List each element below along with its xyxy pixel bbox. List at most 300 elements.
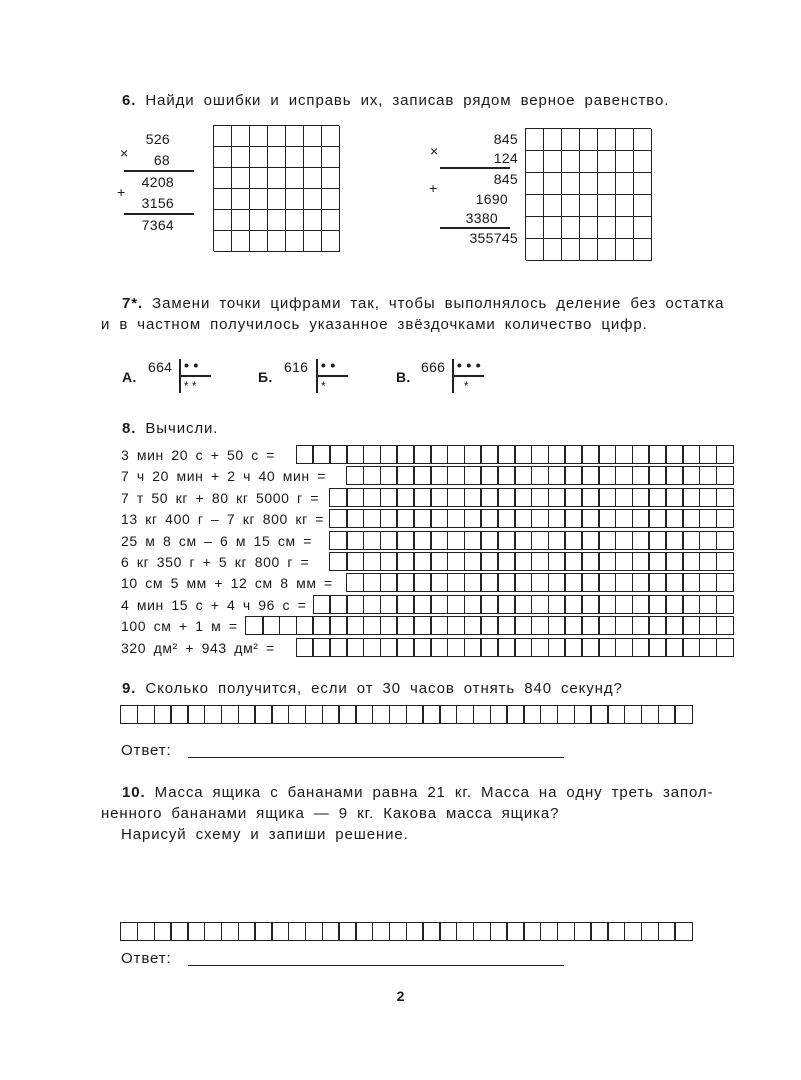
answer-cell[interactable] [665,466,683,485]
grid-cell[interactable] [268,168,286,189]
answer-cell[interactable] [497,445,515,464]
grid-cell[interactable] [304,126,322,147]
answer-cell[interactable] [204,922,222,941]
answer-cell[interactable] [473,922,491,941]
answer-cell[interactable] [699,488,717,507]
answer-cell[interactable] [473,705,491,724]
grid-cell[interactable] [562,195,580,217]
answer-cell[interactable] [531,531,549,550]
answer-cell[interactable] [632,488,650,507]
answer-cell[interactable] [346,638,364,657]
grid-cell[interactable] [304,210,322,231]
answer-cell[interactable] [514,531,532,550]
answer-cell[interactable] [564,531,582,550]
answer-cell[interactable] [464,595,482,614]
answer-cell[interactable] [413,638,431,657]
answer-cell[interactable] [665,531,683,550]
answer-cell[interactable] [497,573,515,592]
task-8-answer-cells[interactable] [329,552,734,571]
answer-cell[interactable] [632,552,650,571]
answer-cell[interactable] [363,616,381,635]
answer-cell[interactable] [396,616,414,635]
answer-cell[interactable] [464,616,482,635]
answer-cell[interactable] [430,466,448,485]
answer-cell[interactable] [564,466,582,485]
grid-cell[interactable] [634,129,652,151]
grid-cell[interactable] [232,189,250,210]
task-8-answer-cells[interactable] [245,616,734,635]
answer-cell[interactable] [514,445,532,464]
answer-cell[interactable] [682,552,700,571]
answer-cell[interactable] [598,616,616,635]
grid-cell[interactable] [232,168,250,189]
task-8-answer-cells[interactable] [329,509,734,528]
answer-cell[interactable] [682,616,700,635]
answer-cell[interactable] [716,488,734,507]
answer-cell[interactable] [682,466,700,485]
grid-cell[interactable] [286,147,304,168]
answer-cell[interactable] [548,616,566,635]
task-9-cells[interactable] [120,705,693,724]
answer-cell[interactable] [497,552,515,571]
answer-cell[interactable] [346,488,364,507]
answer-cell[interactable] [557,922,575,941]
answer-cell[interactable] [607,922,625,941]
answer-cell[interactable] [648,488,666,507]
answer-cell[interactable] [665,552,683,571]
answer-cell[interactable] [497,466,515,485]
answer-cell[interactable] [531,488,549,507]
grid-cell[interactable] [322,189,340,210]
answer-cell[interactable] [615,573,633,592]
answer-cell[interactable] [648,616,666,635]
answer-cell[interactable] [464,531,482,550]
answer-cell[interactable] [396,552,414,571]
answer-cell[interactable] [238,922,256,941]
answer-cell[interactable] [716,595,734,614]
answer-cell[interactable] [699,466,717,485]
answer-cell[interactable] [363,552,381,571]
grid-cell[interactable] [634,173,652,195]
answer-cell[interactable] [305,705,323,724]
answer-cell[interactable] [430,552,448,571]
answer-cell[interactable] [380,616,398,635]
answer-cell[interactable] [590,705,608,724]
answer-cell[interactable] [598,573,616,592]
answer-cell[interactable] [346,466,364,485]
answer-cell[interactable] [480,552,498,571]
answer-cell[interactable] [574,922,592,941]
answer-cell[interactable] [430,595,448,614]
answer-cell[interactable] [564,445,582,464]
answer-cell[interactable] [447,638,465,657]
grid-cell[interactable] [214,210,232,231]
answer-cell[interactable] [288,705,306,724]
answer-cell[interactable] [204,705,222,724]
answer-cell[interactable] [120,922,138,941]
grid-cell[interactable] [268,147,286,168]
answer-cell[interactable] [598,552,616,571]
answer-cell[interactable] [413,552,431,571]
answer-cell[interactable] [380,595,398,614]
grid-cell[interactable] [598,239,616,261]
grid-cell[interactable] [526,195,544,217]
grid-cell[interactable] [214,231,232,252]
answer-cell[interactable] [581,616,599,635]
answer-cell[interactable] [648,638,666,657]
answer-cell[interactable] [346,509,364,528]
answer-cell[interactable] [346,531,364,550]
grid-cell[interactable] [544,239,562,261]
answer-cell[interactable] [581,445,599,464]
grid-cell[interactable] [634,151,652,173]
answer-cell[interactable] [464,638,482,657]
answer-cell[interactable] [615,466,633,485]
answer-cell[interactable] [380,445,398,464]
grid-cell[interactable] [616,239,634,261]
grid-cell[interactable] [616,129,634,151]
answer-cell[interactable] [439,705,457,724]
grid-cell[interactable] [304,168,322,189]
answer-cell[interactable] [497,531,515,550]
answer-cell[interactable] [447,616,465,635]
answer-cell[interactable] [396,531,414,550]
answer-cell[interactable] [413,509,431,528]
answer-cell[interactable] [665,638,683,657]
grid-cell[interactable] [286,210,304,231]
answer-cell[interactable] [490,705,508,724]
answer-cell[interactable] [598,638,616,657]
answer-cell[interactable] [514,638,532,657]
answer-cell[interactable] [430,445,448,464]
answer-cell[interactable] [658,705,676,724]
answer-cell[interactable] [716,573,734,592]
answer-cell[interactable] [380,488,398,507]
answer-cell[interactable] [406,705,424,724]
grid-cell[interactable] [304,189,322,210]
answer-cell[interactable] [329,488,347,507]
answer-cell[interactable] [430,616,448,635]
answer-cell[interactable] [296,638,314,657]
answer-cell[interactable] [380,638,398,657]
answer-cell[interactable] [716,509,734,528]
answer-cell[interactable] [329,509,347,528]
grid-cell[interactable] [232,210,250,231]
answer-cell[interactable] [624,705,642,724]
answer-cell[interactable] [363,488,381,507]
answer-cell[interactable] [497,595,515,614]
answer-cell[interactable] [699,509,717,528]
answer-cell[interactable] [305,922,323,941]
answer-cell[interactable] [187,922,205,941]
answer-cell[interactable] [329,445,347,464]
answer-cell[interactable] [380,466,398,485]
answer-cell[interactable] [531,466,549,485]
answer-cell[interactable] [154,922,172,941]
answer-cell[interactable] [363,595,381,614]
task-8-answer-cells[interactable] [313,595,734,614]
answer-cell[interactable] [699,445,717,464]
answer-cell[interactable] [699,531,717,550]
answer-cell[interactable] [548,445,566,464]
answer-cell[interactable] [615,531,633,550]
answer-cell[interactable] [514,616,532,635]
answer-cell[interactable] [674,922,692,941]
answer-cell[interactable] [338,705,356,724]
grid-cell[interactable] [616,195,634,217]
answer-cell[interactable] [682,509,700,528]
answer-cell[interactable] [581,531,599,550]
answer-cell[interactable] [665,488,683,507]
grid-cell[interactable] [286,126,304,147]
answer-cell[interactable] [430,531,448,550]
answer-cell[interactable] [406,922,424,941]
answer-cell[interactable] [447,595,465,614]
answer-cell[interactable] [523,705,541,724]
answer-cell[interactable] [648,552,666,571]
grid-cell[interactable] [616,217,634,239]
answer-cell[interactable] [699,573,717,592]
answer-cell[interactable] [464,488,482,507]
grid-cell[interactable] [268,126,286,147]
answer-cell[interactable] [480,573,498,592]
answer-cell[interactable] [480,531,498,550]
answer-cell[interactable] [346,616,364,635]
answer-cell[interactable] [346,595,364,614]
answer-cell[interactable] [598,488,616,507]
answer-cell[interactable] [665,616,683,635]
answer-cell[interactable] [363,466,381,485]
answer-cell[interactable] [641,705,659,724]
grid-cell[interactable] [634,195,652,217]
answer-cell[interactable] [464,445,482,464]
answer-cell[interactable] [372,922,390,941]
answer-cell[interactable] [548,509,566,528]
grid-cell[interactable] [286,189,304,210]
answer-cell[interactable] [363,531,381,550]
answer-cell[interactable] [598,595,616,614]
answer-cell[interactable] [329,552,347,571]
answer-cell[interactable] [531,445,549,464]
grid-cell[interactable] [598,195,616,217]
grid-cell[interactable] [250,210,268,231]
grid-cell[interactable] [562,129,580,151]
answer-cell[interactable] [137,922,155,941]
answer-cell[interactable] [456,705,474,724]
answer-cell[interactable] [447,552,465,571]
answer-cell[interactable] [497,509,515,528]
answer-cell[interactable] [447,573,465,592]
answer-cell[interactable] [329,616,347,635]
grid-cell[interactable] [304,147,322,168]
grid-cell[interactable] [232,231,250,252]
answer-cell[interactable] [430,573,448,592]
answer-cell[interactable] [245,616,263,635]
answer-cell[interactable] [598,445,616,464]
answer-cell[interactable] [607,705,625,724]
grid-cell[interactable] [634,239,652,261]
answer-cell[interactable] [221,922,239,941]
answer-cell[interactable] [413,616,431,635]
grid-cell[interactable] [250,126,268,147]
answer-cell[interactable] [548,638,566,657]
answer-cell[interactable] [355,922,373,941]
grid-cell[interactable] [250,231,268,252]
answer-cell[interactable] [363,509,381,528]
answer-cell[interactable] [464,573,482,592]
answer-cell[interactable] [312,638,330,657]
grid-cell[interactable] [232,147,250,168]
task-8-answer-cells[interactable] [346,466,734,485]
answer-cell[interactable] [665,595,683,614]
answer-cell[interactable] [648,509,666,528]
answer-cell[interactable] [574,705,592,724]
answer-cell[interactable] [506,922,524,941]
answer-cell[interactable] [665,509,683,528]
answer-cell[interactable] [557,705,575,724]
answer-cell[interactable] [380,531,398,550]
grid-cell[interactable] [250,189,268,210]
task-9-answer-line[interactable] [188,757,564,758]
answer-cell[interactable] [422,705,440,724]
answer-cell[interactable] [531,616,549,635]
answer-cell[interactable] [632,616,650,635]
task-8-answer-cells[interactable] [346,573,734,592]
answer-cell[interactable] [564,595,582,614]
task-8-answer-cells[interactable] [329,488,734,507]
answer-cell[interactable] [120,705,138,724]
answer-cell[interactable] [598,509,616,528]
answer-cell[interactable] [413,531,431,550]
answer-cell[interactable] [413,445,431,464]
answer-cell[interactable] [632,509,650,528]
answer-cell[interactable] [548,573,566,592]
grid-cell[interactable] [580,151,598,173]
answer-cell[interactable] [413,595,431,614]
answer-cell[interactable] [464,466,482,485]
answer-cell[interactable] [288,922,306,941]
answer-cell[interactable] [564,573,582,592]
answer-cell[interactable] [641,922,659,941]
answer-cell[interactable] [531,595,549,614]
answer-cell[interactable] [296,616,314,635]
grid-cell[interactable] [544,173,562,195]
answer-cell[interactable] [531,509,549,528]
answer-cell[interactable] [480,616,498,635]
answer-cell[interactable] [514,595,532,614]
answer-cell[interactable] [389,705,407,724]
answer-cell[interactable] [598,466,616,485]
answer-cell[interactable] [615,509,633,528]
grid-cell[interactable] [322,231,340,252]
answer-cell[interactable] [497,638,515,657]
answer-cell[interactable] [648,531,666,550]
grid-cell[interactable] [544,217,562,239]
answer-cell[interactable] [480,638,498,657]
answer-cell[interactable] [363,573,381,592]
answer-cell[interactable] [581,488,599,507]
grid-cell[interactable] [544,195,562,217]
answer-cell[interactable] [413,573,431,592]
answer-cell[interactable] [338,922,356,941]
answer-cell[interactable] [447,488,465,507]
answer-cell[interactable] [346,552,364,571]
answer-cell[interactable] [598,531,616,550]
grid-cell[interactable] [580,173,598,195]
answer-cell[interactable] [296,445,314,464]
grid-cell[interactable] [526,217,544,239]
answer-cell[interactable] [564,488,582,507]
grid-cell[interactable] [562,217,580,239]
answer-cell[interactable] [615,488,633,507]
answer-cell[interactable] [430,488,448,507]
answer-cell[interactable] [346,573,364,592]
answer-cell[interactable] [322,922,340,941]
answer-cell[interactable] [396,445,414,464]
answer-cell[interactable] [497,488,515,507]
answer-cell[interactable] [581,552,599,571]
grid-cell[interactable] [580,239,598,261]
answer-cell[interactable] [564,552,582,571]
task-10-cells[interactable] [120,922,693,941]
answer-cell[interactable] [329,531,347,550]
grid-cell[interactable] [562,239,580,261]
answer-cell[interactable] [271,705,289,724]
answer-cell[interactable] [699,552,717,571]
answer-cell[interactable] [413,488,431,507]
answer-cell[interactable] [716,638,734,657]
answer-cell[interactable] [396,466,414,485]
answer-cell[interactable] [187,705,205,724]
answer-cell[interactable] [396,509,414,528]
answer-cell[interactable] [523,922,541,941]
answer-cell[interactable] [581,595,599,614]
answer-cell[interactable] [531,573,549,592]
answer-cell[interactable] [380,573,398,592]
grid-cell[interactable] [214,147,232,168]
answer-cell[interactable] [548,552,566,571]
grid-cell[interactable] [580,195,598,217]
answer-cell[interactable] [279,616,297,635]
grid-cell[interactable] [616,151,634,173]
answer-cell[interactable] [531,552,549,571]
answer-cell[interactable] [480,595,498,614]
grid-cell[interactable] [214,168,232,189]
grid-cell[interactable] [286,168,304,189]
grid-cell[interactable] [526,129,544,151]
grid-cell[interactable] [598,217,616,239]
answer-cell[interactable] [632,531,650,550]
answer-cell[interactable] [615,638,633,657]
answer-cell[interactable] [389,922,407,941]
grid-cell[interactable] [250,168,268,189]
answer-cell[interactable] [699,616,717,635]
answer-cell[interactable] [312,445,330,464]
answer-cell[interactable] [682,445,700,464]
answer-cell[interactable] [540,705,558,724]
answer-cell[interactable] [514,509,532,528]
answer-cell[interactable] [447,445,465,464]
answer-cell[interactable] [548,595,566,614]
task-8-answer-cells[interactable] [296,445,734,464]
grid-cell[interactable] [598,173,616,195]
answer-cell[interactable] [632,595,650,614]
answer-cell[interactable] [497,616,515,635]
answer-cell[interactable] [632,445,650,464]
answer-cell[interactable] [271,922,289,941]
answer-cell[interactable] [254,705,272,724]
grid-cell[interactable] [214,189,232,210]
